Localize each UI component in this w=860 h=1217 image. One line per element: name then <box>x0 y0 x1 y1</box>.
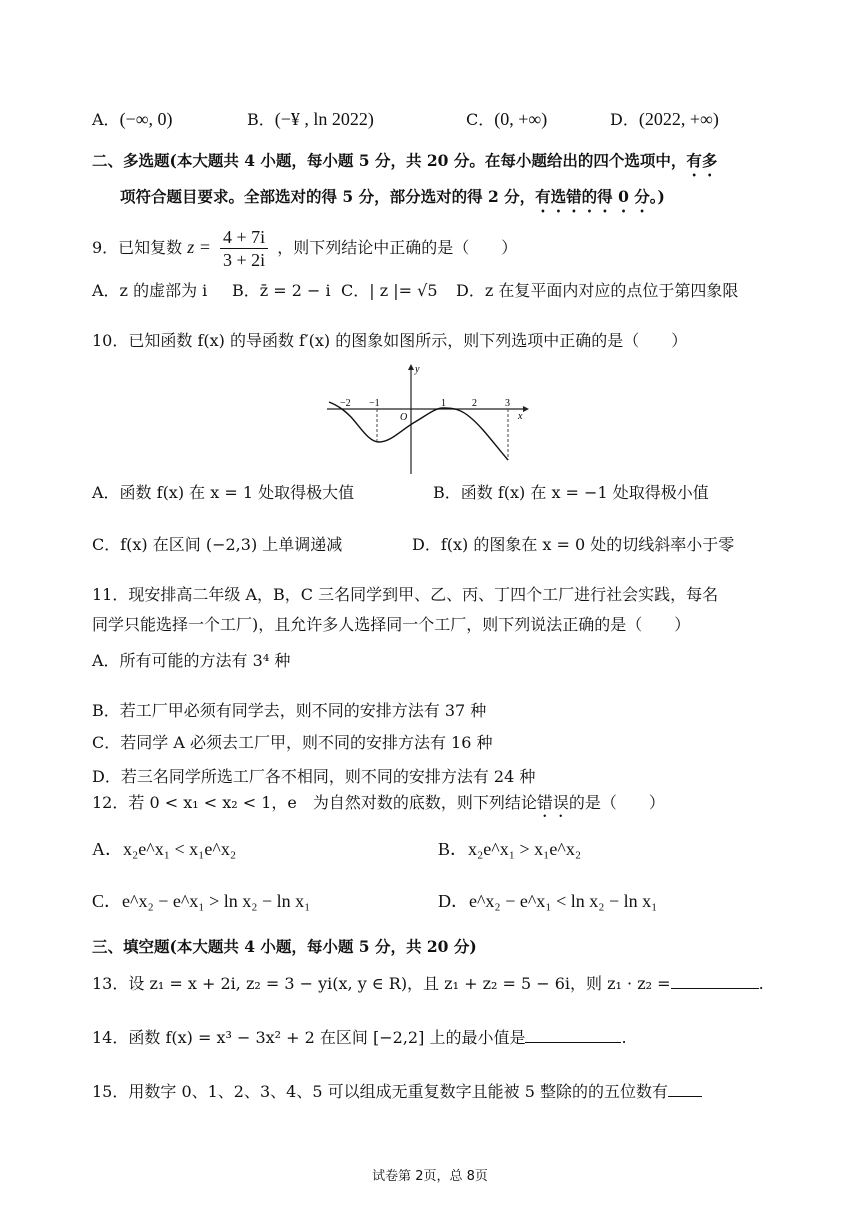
q9-option-a: A．z 的虚部为 i <box>92 281 208 300</box>
q9-option-d: D．z 在复平面内对应的点位于第四象限 <box>456 281 739 300</box>
section2-heading-line1: 二、多选题(本大题共 4 小题，每小题 5 分，共 20 分。在每小题给出的四个选项中，有多 <box>92 151 718 170</box>
section3-heading: 三、填空题(本大题共 4 小题，每小题 5 分，共 20 分) <box>92 937 477 956</box>
q14: 14．函数 f(x) = x³ − 3x² + 2 在区间 [−2,2] 上的最小值是 . <box>92 1028 627 1047</box>
q9-option-c: C．| z |= √5 <box>341 281 438 300</box>
q8-option-a: A．(−∞, 0) <box>92 109 173 129</box>
q8-option-b: B．(−¥ , ln 2022) <box>247 109 374 129</box>
tick-label-3: 3 <box>505 398 510 409</box>
q13-answer-blank[interactable] <box>671 972 759 989</box>
page-footer: 试卷第 2页，总 8页 <box>372 1169 488 1184</box>
q11-stem-line2: 同学只能选择一个工厂)，且允许多人选择同一个工厂，则下列说法正确的是（ ） <box>92 615 691 634</box>
origin-label: O <box>400 412 408 423</box>
derivative-curve <box>329 402 508 460</box>
q12-option-a: A．x₂e^x₁ < x₁e^x₂ <box>92 839 237 859</box>
q12-stem: 12．若 0 < x₁ < x₂ < 1，e 为自然对数的底数，则下列结论错误的是（ ） <box>92 793 665 812</box>
q10-option-a: A．函数 f(x) 在 x = 1 处取得极大值 <box>92 483 355 502</box>
q10-derivative-graph <box>325 362 530 478</box>
q10-stem: 10．已知函数 f(x) 的导函数 f′(x) 的图象如图所示，则下列选项中正确的是（ ） <box>92 331 688 350</box>
q10-option-b: B．函数 f(x) 在 x = −1 处取得极小值 <box>433 483 709 502</box>
q11-option-b: B．若工厂甲必须有同学去，则不同的安排方法有 37 种 <box>92 701 487 720</box>
tick-label-neg2: −2 <box>340 398 351 409</box>
y-axis-label: y <box>415 364 420 375</box>
q12-option-c: C．e^x₂ − e^x₁ > ln x₂ − ln x₁ <box>92 891 311 911</box>
q14-answer-blank[interactable] <box>525 1026 621 1043</box>
q9-fraction: $\frac{4 + 7i}{3 + 2i}$ <box>220 226 268 271</box>
q15-answer-blank[interactable] <box>668 1080 702 1097</box>
q12-option-b: B．x₂e^x₁ > x₁e^x₂ <box>438 839 582 859</box>
q11-option-d: D．若三名同学所选工厂各不相同，则不同的安排方法有 24 种 <box>92 767 536 786</box>
q11-option-a: A．所有可能的方法有 3⁴ 种 <box>92 651 291 670</box>
tick-label-neg1: −1 <box>369 398 380 409</box>
x-axis-label: x <box>518 411 523 422</box>
q8-option-c: C．(0, +∞) <box>466 109 548 129</box>
q9-option-b: B．z̄ = 2 − i <box>232 281 331 300</box>
tick-label-1: 1 <box>441 398 446 409</box>
x-axis-arrow <box>523 406 529 412</box>
q13: 13．设 z₁ = x + 2i, z₂ = 3 − yi(x, y ∈ R)，且 z₁ + z₂ = 5 − 6i，则 z₁ · z₂ = . <box>92 974 764 993</box>
q10-option-d: D．f(x) 的图象在 x = 0 处的切线斜率小于零 <box>412 535 735 554</box>
y-axis-arrow <box>408 364 414 370</box>
q11-option-c: C．若同学 A 必须去工厂甲，则不同的安排方法有 16 种 <box>92 733 493 752</box>
q12-option-d: D．e^x₂ − e^x₁ < ln x₂ − ln x₁ <box>438 891 658 911</box>
q10-option-c: C．f(x) 在区间 (−2,3) 上单调递减 <box>92 535 343 554</box>
q8-option-d: D．(2022, +∞) <box>610 109 719 129</box>
tick-label-2: 2 <box>472 398 477 409</box>
q11-stem-line1: 11．现安排高二年级 A，B，C 三名同学到甲、乙、丙、丁四个工厂进行社会实践，每名 <box>92 585 719 604</box>
q9-stem: 9．已知复数 z = $\frac{4 + 7i}{3 + 2i}$ ，则下列结论中正确的是（ ） <box>92 227 518 270</box>
section2-heading-line2: 项符合题目要求。全部选对的得 5 分，部分选对的得 2 分，有选错的得 0 分。) <box>120 187 665 206</box>
q15: 15．用数字 0、1、2、3、4、5 可以组成无重复数字且能被 5 整除的的五位数有 <box>92 1080 770 1103</box>
